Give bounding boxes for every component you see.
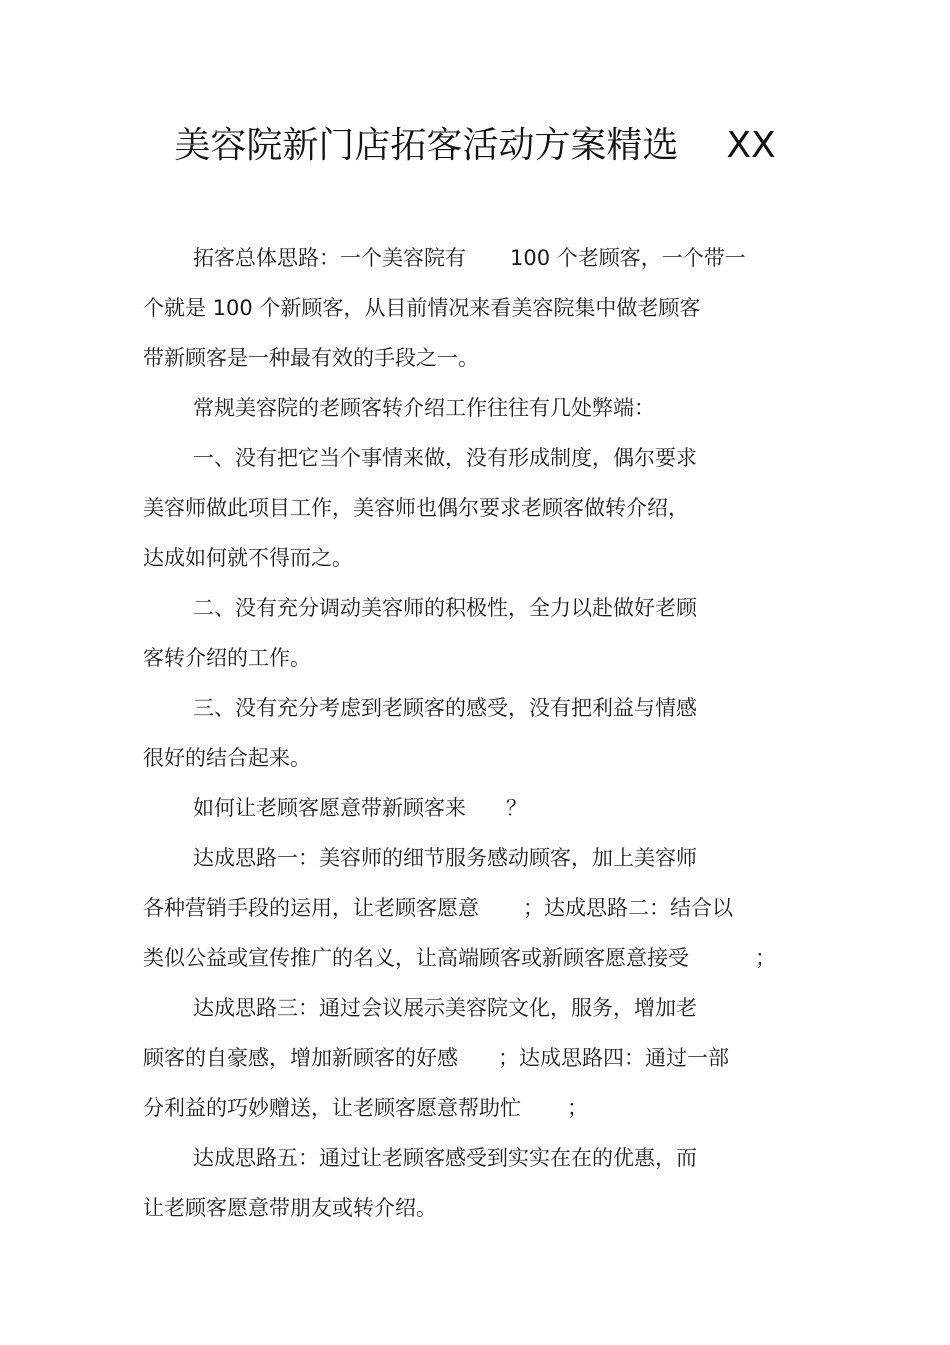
paragraph-line: 常规美容院的老顾客转介绍工作往往有几处弊端： [193,396,655,420]
document-title [0,118,950,174]
paragraph-line: 如何让老顾客愿意带新顾客来 ？ [193,796,527,820]
paragraph-line: 客转介绍的工作。 [143,646,311,670]
paragraph-line: 类似公益或宣传推广的名义，让高端顾客或新顾客愿意接受 ； [143,946,776,970]
paragraph-line: 顾客的自豪感，增加新顾客的好感 ；达成思路四：通过一部 [143,1046,729,1070]
paragraph-line: 三、没有充分考虑到老顾客的感受，没有把利益与情感 [193,696,697,720]
paragraph-line: 二、没有充分调动美容师的积极性，全力以赴做好老顾 [193,596,697,620]
paragraph-line: 达成思路一：美容师的细节服务感动顾客，加上美容师 [193,846,697,870]
title-suffix: XX [726,125,776,166]
paragraph-line: 拓客总体思路：一个美容院有 100 个老顾客，一个带一 [193,246,746,270]
paragraph-line: 一、没有把它当个事情来做，没有形成制度，偶尔要求 [193,446,697,470]
paragraph-line: 各种营销手段的运用，让老顾客愿意 ；达成思路二：结合以 [143,896,733,920]
paragraph-line: 分利益的巧妙赠送，让老顾客愿意帮助忙 ； [143,1096,588,1120]
title-text: 美容院新门店拓客活动方案精选 [174,125,679,166]
paragraph-line: 美容师做此项目工作，美容师也偶尔要求老顾客做转介绍， [143,496,689,520]
paragraph-line: 达成思路三：通过会议展示美容院文化，服务，增加老 [193,996,697,1020]
paragraph-line: 个就是 100 个新顾客，从目前情况来看美容院集中做老顾客 [143,296,701,320]
paragraph-line: 带新顾客是一种最有效的手段之一。 [143,346,479,370]
paragraph-line: 达成如何就不得而之。 [143,546,353,570]
paragraph-line: 很好的结合起来。 [143,746,311,770]
paragraph-line: 让老顾客愿意带朋友或转介绍。 [143,1196,437,1220]
paragraph-line: 达成思路五：通过让老顾客感受到实实在在的优惠，而 [193,1146,697,1170]
